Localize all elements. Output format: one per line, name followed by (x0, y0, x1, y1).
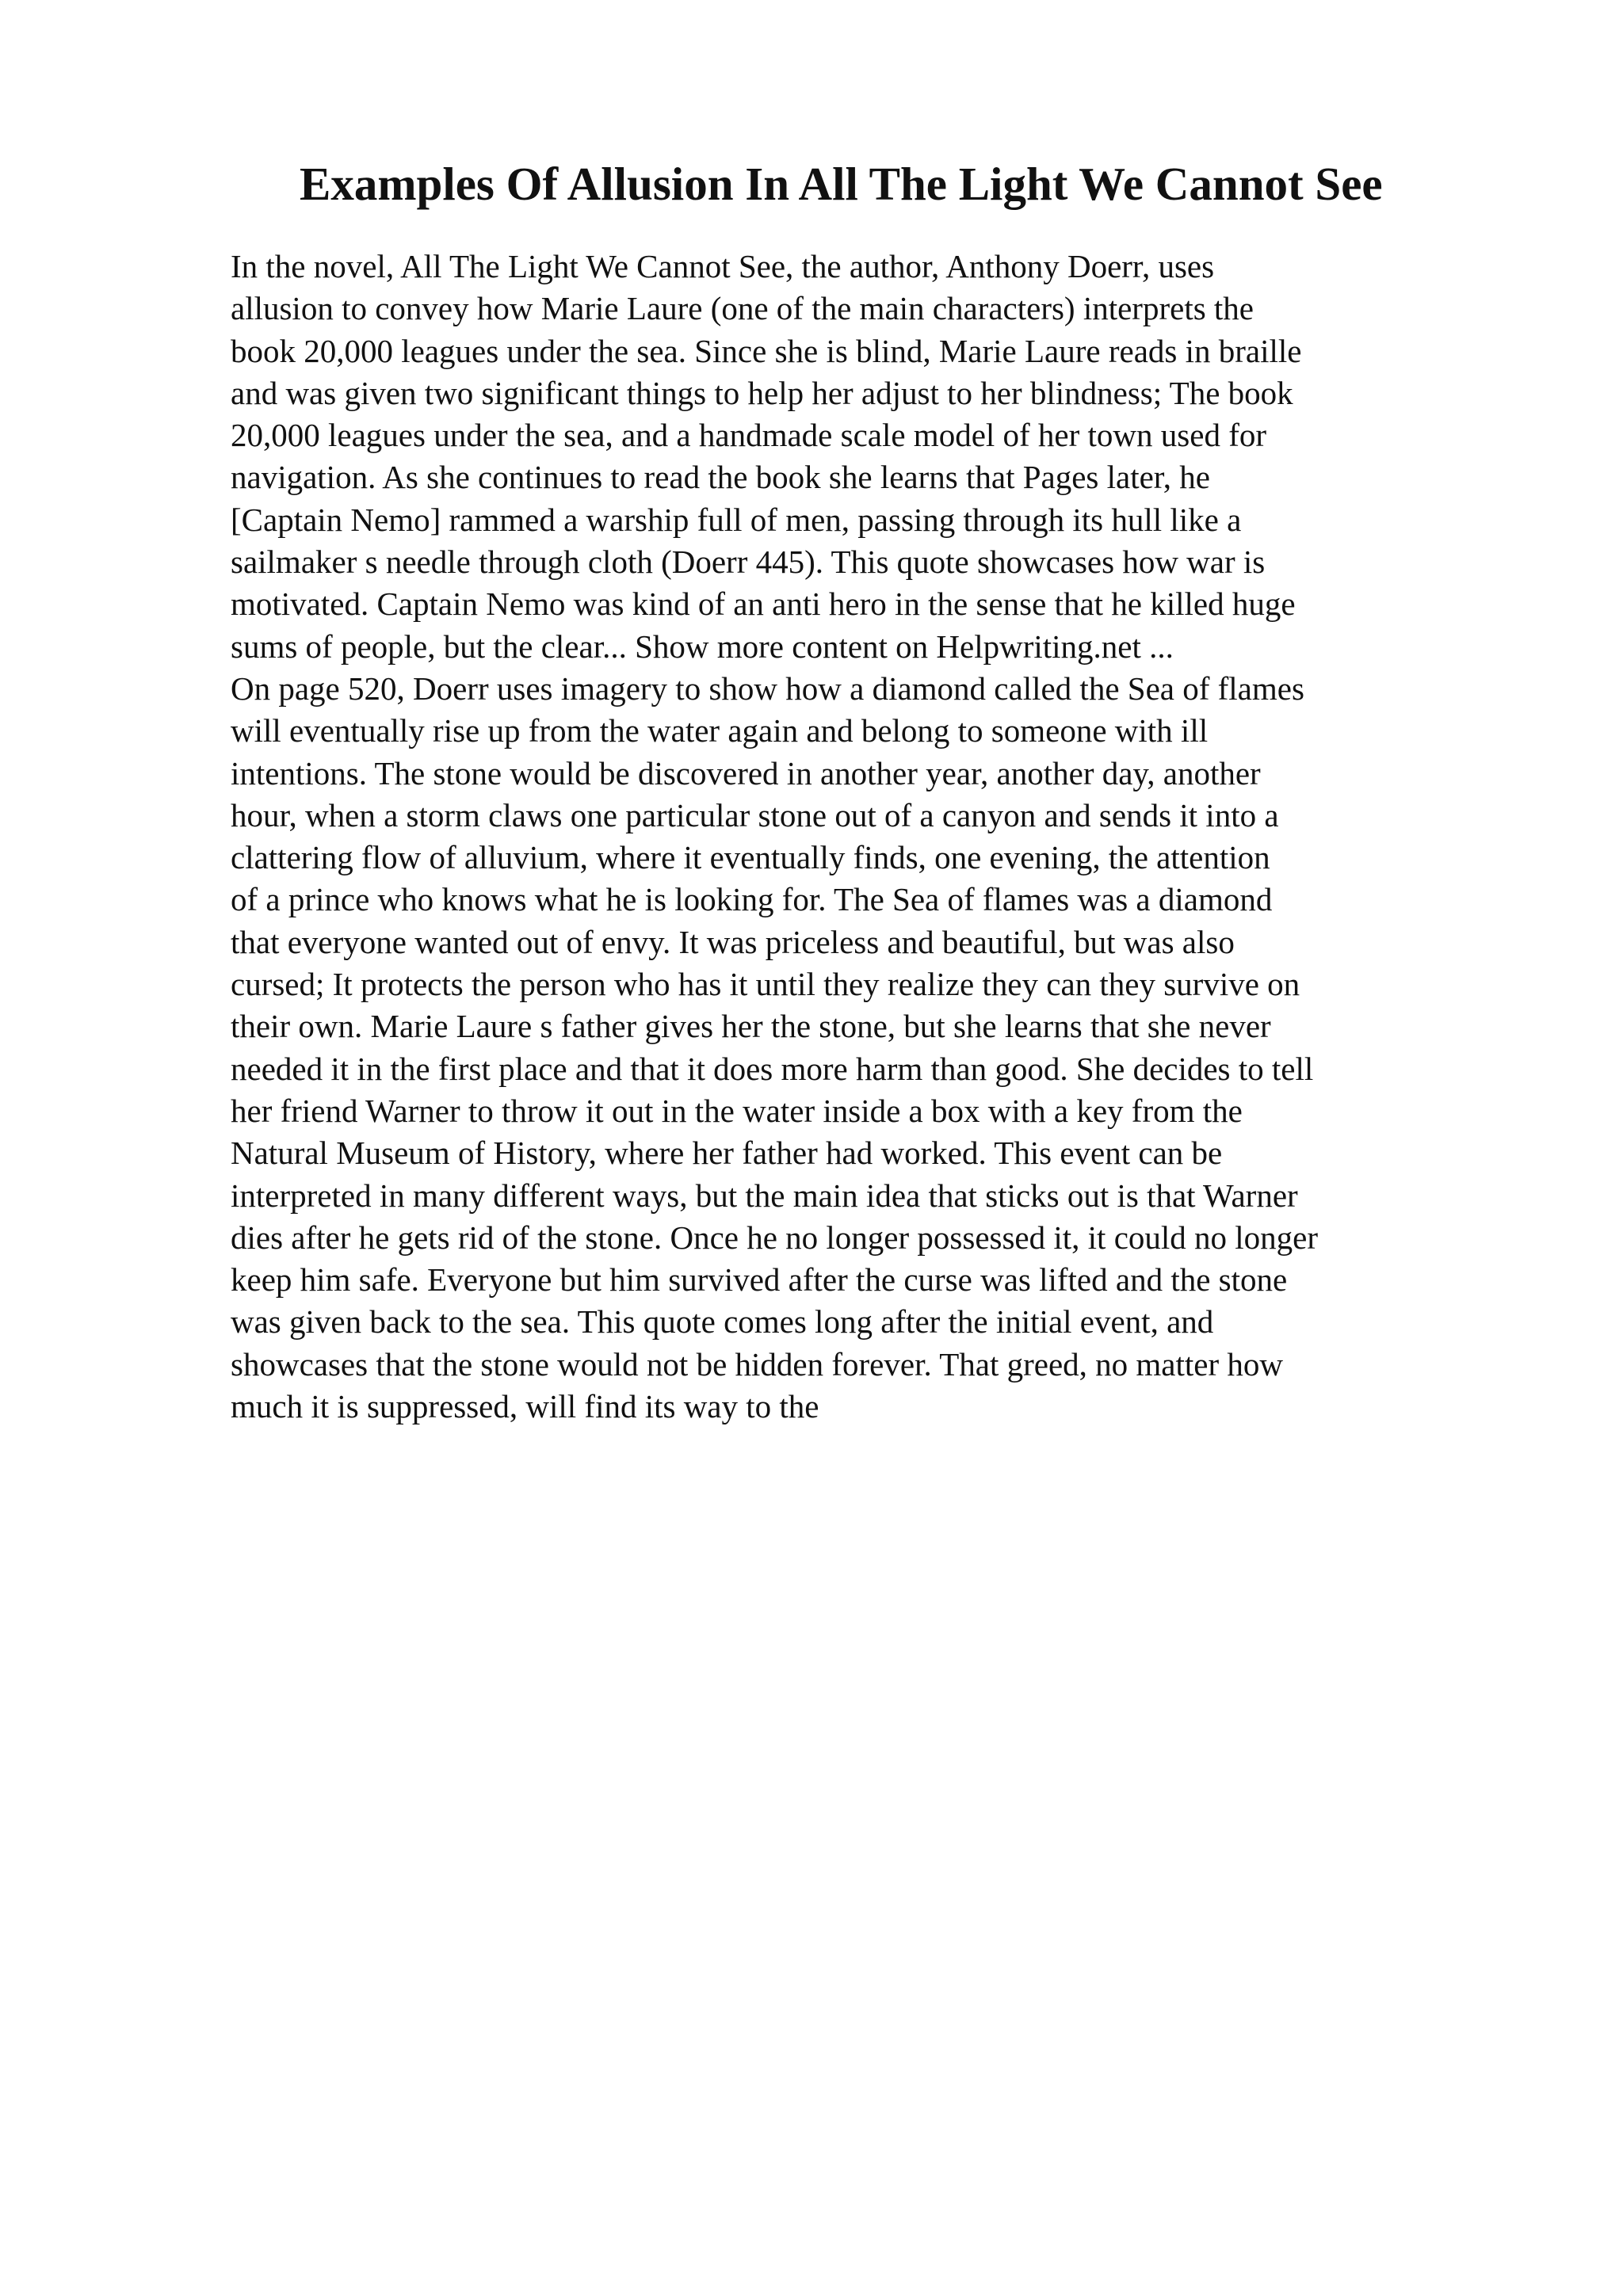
text-line: showcases that the stone would not be hidden forever. That greed, no matter how (231, 1345, 1283, 1383)
text-line: navigation. As she continues to read the book she learns that Pages later, he (231, 459, 1211, 496)
text-line: dies after he gets rid of the stone. Once he no longer possessed it, it could no longer (231, 1219, 1319, 1256)
text-line: will eventually rise up from the water again and belong to someone with ill (231, 712, 1209, 749)
text-line: interpreted in many different ways, but the main idea that sticks out is that Warner (231, 1177, 1298, 1214)
text-line: keep him safe. Everyone but him survived after the curse was lifted and the stone (231, 1261, 1288, 1299)
text-line: intentions. The stone would be discovered in another year, another day, another (231, 754, 1261, 791)
text-line: sums of people, but the clear... Show more content on Helpwriting.net ... (231, 627, 1174, 665)
text-line: sailmaker s needle through cloth (Doerr 445). This quote showcases how war is (231, 543, 1266, 581)
text-line: [Captain Nemo] rammed a warship full of men, passing through its hull like a (231, 501, 1242, 538)
text-line: hour, when a storm claws one particular stone out of a canyon and sends it into a (231, 796, 1279, 833)
text-line: book 20,000 leagues under the sea. Since she is blind, Marie Laure reads in braille (231, 332, 1302, 369)
document-title: Examples Of Allusion In All The Light We Cannot See (300, 158, 1383, 210)
text-line: cursed; It protects the person who has it until they realize they can they survive on (231, 966, 1300, 1003)
text-line: their own. Marie Laure s father gives her the stone, but she learns that she never (231, 1008, 1271, 1045)
text-line: of a prince who knows what he is looking for. The Sea of flames was a diamond (231, 881, 1273, 918)
text-line: her friend Warner to throw it out in the water inside a box with a key from the (231, 1092, 1243, 1129)
text-line: and was given two significant things to help her adjust to her blindness; The book (231, 374, 1293, 411)
text-line: much it is suppressed, will find its way to the (231, 1388, 819, 1425)
text-line: 20,000 leagues under the sea, and a handmade scale model of her town used for (231, 417, 1266, 454)
text-line: In the novel, All The Light We Cannot See, the author, Anthony Doerr, uses (231, 248, 1215, 284)
text-line: allusion to convey how Marie Laure (one of the main characters) interprets the (231, 290, 1254, 327)
text-line: motivated. Captain Nemo was kind of an anti hero in the sense that he killed huge (231, 585, 1296, 623)
document-body (231, 246, 1483, 1428)
text-line: needed it in the first place and that it does more harm than good. She decides to tell (231, 1050, 1314, 1087)
text-line: clattering flow of alluvium, where it eventually finds, one evening, the attention (231, 839, 1270, 876)
text-line: that everyone wanted out of envy. It was priceless and beautiful, but was also (231, 923, 1235, 960)
text-line: On page 520, Doerr uses imagery to show how a diamond called the Sea of flames (231, 669, 1304, 707)
text-line: was given back to the sea. This quote comes long after the initial event, and (231, 1303, 1214, 1341)
text-line: Natural Museum of History, where her father had worked. This event can be (231, 1135, 1223, 1172)
